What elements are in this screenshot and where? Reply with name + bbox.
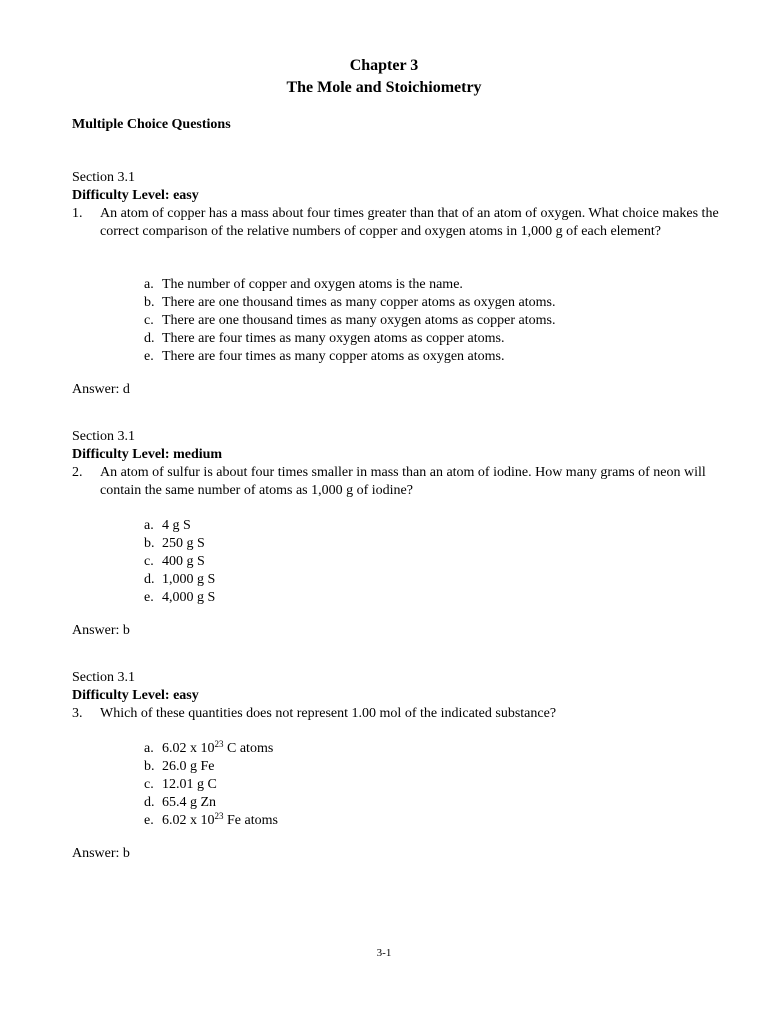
answer-option [144,812,278,830]
option-letter: c. [144,777,154,792]
answer-option [144,517,191,535]
option-text-main: 6.02 x 10 [162,741,215,756]
option-text [162,741,273,756]
option-letter: b. [144,295,155,310]
option-text: The number of copper and oxygen atoms is the name. [162,277,463,292]
question-number: 2. [72,465,83,480]
option-text: 1,000 g S [162,572,216,587]
question-difficulty: Difficulty Level: easy [72,188,199,203]
option-text: 26.0 g Fe [162,759,215,774]
option-text: 12.01 g C [162,777,217,792]
answer-key: Answer: b [72,846,130,861]
option-letter: e. [144,813,154,828]
option-letter: d. [144,795,155,810]
exponent: 23 [214,811,224,821]
answer-option [144,740,273,758]
question-section: Section 3.1 [72,429,135,444]
question-section: Section 3.1 [72,170,135,185]
option-letter: b. [144,759,155,774]
section-heading: Multiple Choice Questions [72,117,231,132]
option-text-main: 6.02 x 10 [162,813,215,828]
option-letter: a. [144,518,154,533]
answer-option [144,294,555,312]
chapter-title: The Mole and Stoichiometry [286,79,482,96]
answer-option [144,776,217,794]
answer-option [144,589,215,607]
option-text [162,813,278,828]
option-text: 400 g S [162,554,205,569]
answer-option [144,276,463,294]
question-section: Section 3.1 [72,670,135,685]
answer-option [144,571,215,589]
question-text: An atom of sulfur is about four times smaller in mass than an atom of iodine. How many grams of neon will contain the same number of atoms as 1,000 g of iodine? [100,465,706,498]
option-letter: a. [144,741,154,756]
option-letter: c. [144,313,154,328]
answer-option [144,758,215,776]
option-text: There are four times as many oxygen atoms as copper atoms. [162,331,505,346]
option-letter: c. [144,554,154,569]
answer-option [144,553,205,571]
option-text: There are one thousand times as many oxygen atoms as copper atoms. [162,313,556,328]
answer-key: Answer: d [72,382,130,397]
question-difficulty: Difficulty Level: medium [72,447,223,462]
question-difficulty: Difficulty Level: easy [72,688,199,703]
option-letter: d. [144,572,155,587]
exponent: 23 [214,739,224,749]
option-text-suffix: C atoms [223,741,274,756]
option-text: There are four times as many copper atoms as oxygen atoms. [162,349,505,364]
question-number: 1. [72,206,83,221]
option-text: 65.4 g Zn [162,795,217,810]
question-text: Which of these quantities does not represent 1.00 mol of the indicated substance? [100,706,557,721]
option-text: There are one thousand times as many copper atoms as oxygen atoms. [162,295,556,310]
question-text: An atom of copper has a mass about four times greater than that of an atom of oxygen. What choice makes the correct comparison of the relative numbers of copper and oxygen atoms in 1,000 g of each element? [100,206,719,239]
answer-option [144,794,216,812]
option-letter: e. [144,590,154,605]
option-text: 4 g S [162,518,191,533]
option-text-suffix: Fe atoms [223,813,278,828]
page-number: 3-1 [376,947,392,959]
answer-option [144,330,505,348]
option-letter: e. [144,349,154,364]
option-letter: b. [144,536,155,551]
option-letter: a. [144,277,154,292]
option-text: 4,000 g S [162,590,216,605]
option-letter: d. [144,331,155,346]
answer-option [144,312,555,330]
question-number: 3. [72,706,83,721]
chapter-number: Chapter 3 [349,57,419,74]
answer-option [144,535,205,553]
answer-key: Answer: b [72,623,130,638]
answer-option [144,348,505,366]
option-text: 250 g S [162,536,205,551]
